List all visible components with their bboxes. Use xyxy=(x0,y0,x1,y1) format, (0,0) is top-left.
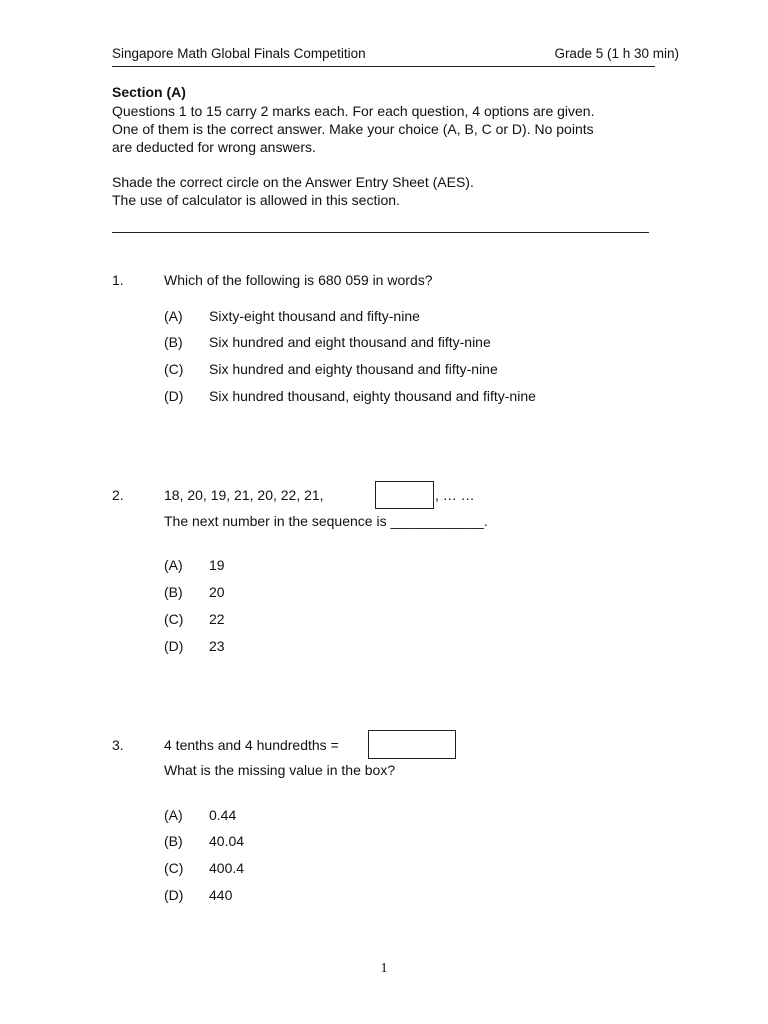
instruction-line-4: Shade the correct circle on the Answer Entry Sheet (AES). xyxy=(112,174,474,190)
header-divider xyxy=(112,66,655,67)
header-competition-title: Singapore Math Global Finals Competition xyxy=(112,46,366,61)
option-text: Six hundred and eight thousand and fifty-nine xyxy=(209,334,491,350)
option-letter: (C) xyxy=(164,860,184,876)
option-text: 23 xyxy=(209,638,225,654)
option-text: 19 xyxy=(209,557,225,573)
expression-text: 4 tenths and 4 hundredths = xyxy=(164,737,339,753)
sequence-answer-box xyxy=(375,481,434,509)
option-text: 40.04 xyxy=(209,833,245,849)
option-letter: (B) xyxy=(164,833,183,849)
option-text: Six hundred and eighty thousand and fifty-nine xyxy=(209,361,498,377)
option-letter: (A) xyxy=(164,807,183,823)
option-text: Sixty-eight thousand and fifty-nine xyxy=(209,308,420,324)
option-letter: (B) xyxy=(164,334,183,350)
option-letter: (B) xyxy=(164,584,183,600)
option-text: 400.4 xyxy=(209,860,245,876)
option-text: 440 xyxy=(209,887,233,903)
header-grade-duration: Grade 5 (1 h 30 min) xyxy=(554,46,679,61)
instruction-line-2: One of them is the correct answer. Make your choice (A, B, C or D). No points xyxy=(112,121,594,137)
option-letter: (D) xyxy=(164,638,184,654)
option-letter: (C) xyxy=(164,361,184,377)
question-text: Which of the following is 680 059 in words? xyxy=(164,272,433,288)
question-number: 3. xyxy=(112,737,124,753)
instruction-line-1: Questions 1 to 15 carry 2 marks each. For each question, 4 options are given. xyxy=(112,103,595,119)
question-number: 1. xyxy=(112,272,124,288)
option-letter: (D) xyxy=(164,388,184,404)
question-text: What is the missing value in the box? xyxy=(164,762,396,778)
missing-value-box xyxy=(368,730,456,759)
option-letter: (D) xyxy=(164,887,184,903)
question-text: The next number in the sequence is ____________. xyxy=(164,513,488,529)
page-number: 1 xyxy=(380,961,388,976)
option-text: 22 xyxy=(209,611,225,627)
option-letter: (A) xyxy=(164,557,183,573)
section-title: Section (A) xyxy=(112,84,186,100)
question-number: 2. xyxy=(112,487,124,503)
sequence-text: 18, 20, 19, 21, 20, 22, 21, xyxy=(164,487,324,503)
sequence-continuation: , … … xyxy=(435,487,475,503)
instruction-line-5: The use of calculator is allowed in this section. xyxy=(112,192,400,208)
option-text: 0.44 xyxy=(209,807,237,823)
option-letter: (A) xyxy=(164,308,183,324)
section-divider xyxy=(112,232,649,233)
option-letter: (C) xyxy=(164,611,184,627)
instruction-line-3: are deducted for wrong answers. xyxy=(112,139,316,155)
option-text: 20 xyxy=(209,584,225,600)
option-text: Six hundred thousand, eighty thousand and fifty-nine xyxy=(209,388,536,404)
